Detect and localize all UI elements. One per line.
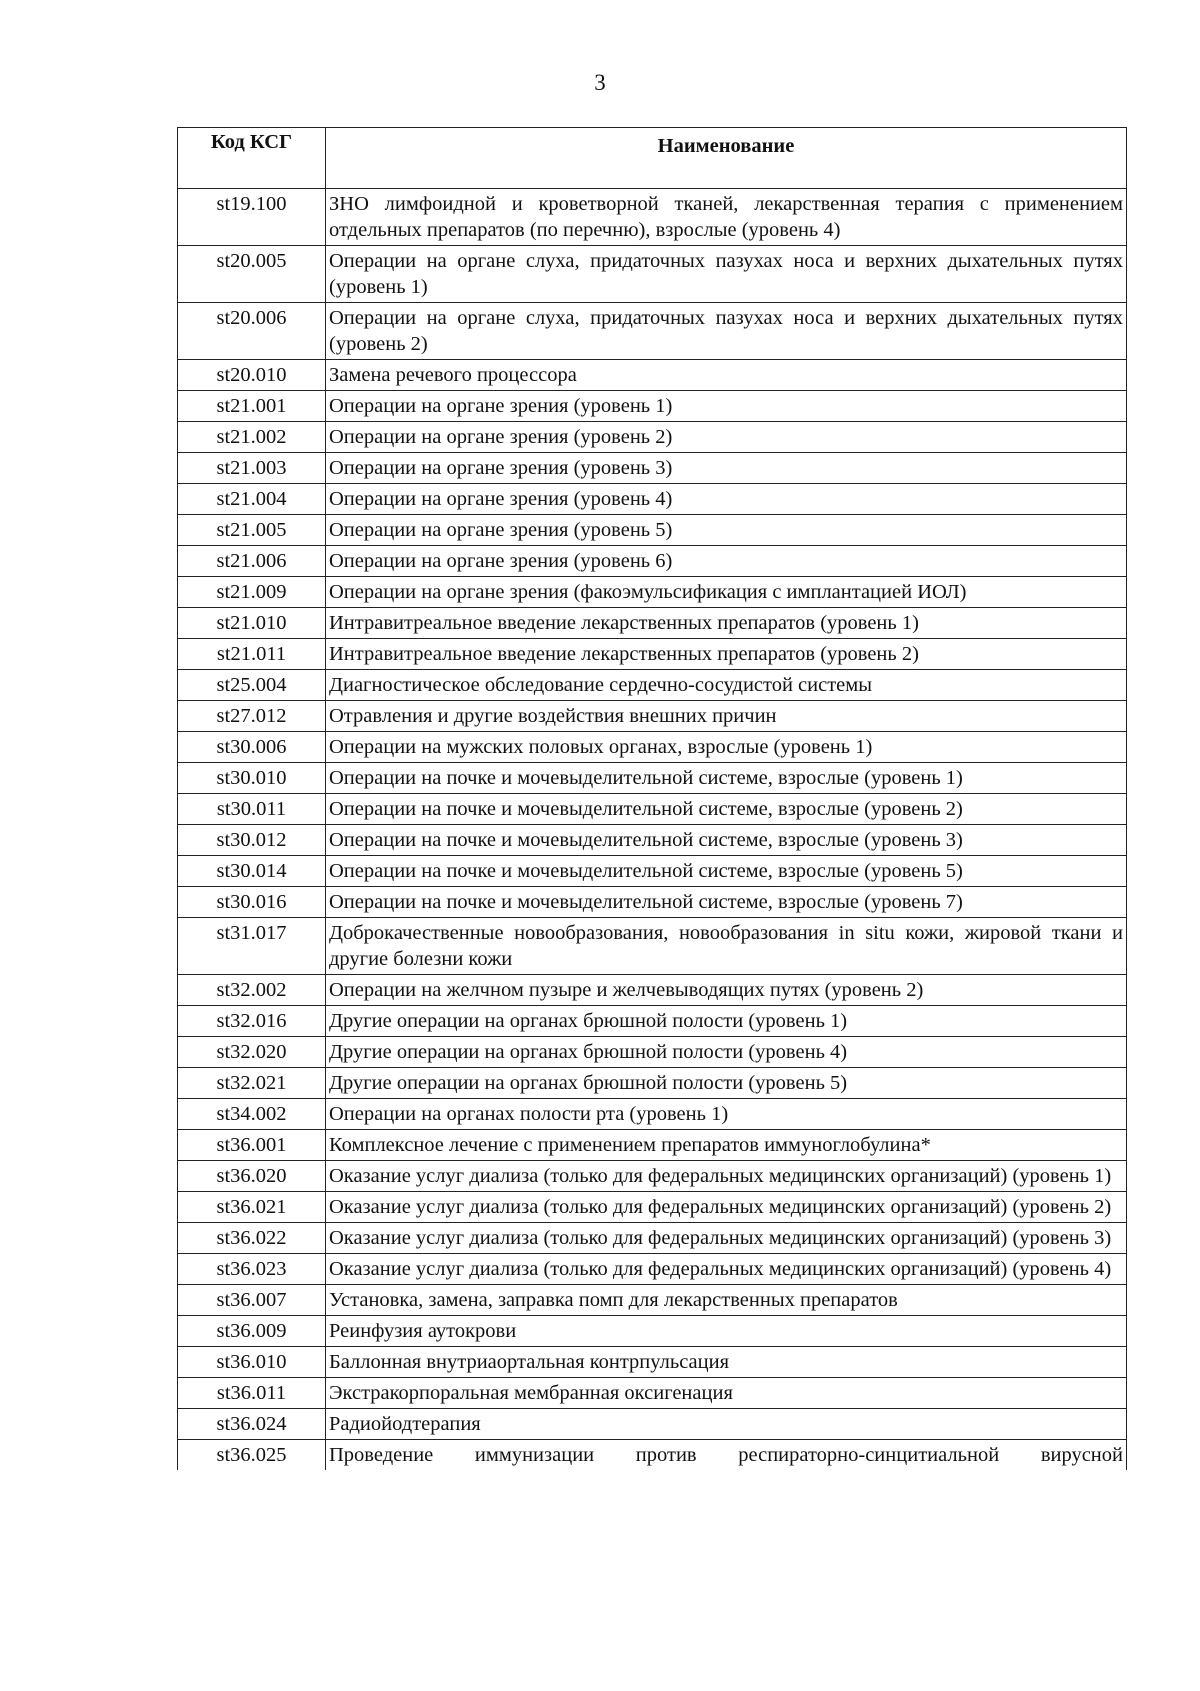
row-code: st30.014	[178, 856, 326, 887]
table-row	[178, 303, 1127, 360]
row-name: Операции на органе зрения (уровень 1)	[326, 391, 1127, 422]
table-row	[178, 918, 1127, 975]
row-name: Операции на почке и мочевыделительной системе, взрослые (уровень 2)	[326, 794, 1127, 825]
row-name: Интравитреальное введение лекарственных препаратов (уровень 2)	[326, 639, 1127, 670]
table-row	[178, 546, 1127, 577]
table-row	[178, 856, 1127, 887]
row-name: Операции на мужских половых органах, взрослые (уровень 1)	[326, 732, 1127, 763]
row-code: st36.021	[178, 1192, 326, 1223]
row-name: Экстракорпоральная мембранная оксигенация	[326, 1378, 1127, 1409]
row-name: Радиойодтерапия	[326, 1409, 1127, 1440]
row-code: st21.004	[178, 484, 326, 515]
table-row	[178, 825, 1127, 856]
table-row	[178, 763, 1127, 794]
table-row	[178, 732, 1127, 763]
row-code: st36.024	[178, 1409, 326, 1440]
row-code: st32.020	[178, 1037, 326, 1068]
table-header-row	[178, 128, 1127, 189]
row-code: st21.011	[178, 639, 326, 670]
row-code: st21.003	[178, 453, 326, 484]
row-code: st30.006	[178, 732, 326, 763]
row-name: Операции на почке и мочевыделительной системе, взрослые (уровень 1)	[326, 763, 1127, 794]
table-row	[178, 422, 1127, 453]
row-name: Другие операции на органах брюшной полости (уровень 5)	[326, 1068, 1127, 1099]
row-code: st36.023	[178, 1254, 326, 1285]
row-code: st32.016	[178, 1006, 326, 1037]
table-row	[178, 246, 1127, 303]
ksg-table	[177, 127, 1127, 1470]
row-code: st20.005	[178, 246, 326, 303]
row-name: Операции на органе зрения (уровень 2)	[326, 422, 1127, 453]
row-code: st36.007	[178, 1285, 326, 1316]
row-code: st32.021	[178, 1068, 326, 1099]
row-code: st21.005	[178, 515, 326, 546]
table-row	[178, 975, 1127, 1006]
table-row	[178, 701, 1127, 732]
row-name: Операции на органе зрения (факоэмульсификация с имплантацией ИОЛ)	[326, 577, 1127, 608]
row-name: Другие операции на органах брюшной полости (уровень 4)	[326, 1037, 1127, 1068]
row-name: Проведение иммунизации против респираторно-синцитиальной вирусной	[326, 1440, 1127, 1471]
row-code: st36.020	[178, 1161, 326, 1192]
row-code: st36.022	[178, 1223, 326, 1254]
table-row	[178, 1254, 1127, 1285]
row-name: Другие операции на органах брюшной полости (уровень 1)	[326, 1006, 1127, 1037]
row-name: Диагностическое обследование сердечно-сосудистой системы	[326, 670, 1127, 701]
table-row	[178, 794, 1127, 825]
table-row	[178, 887, 1127, 918]
row-name: Интравитреальное введение лекарственных препаратов (уровень 1)	[326, 608, 1127, 639]
table-row	[178, 1440, 1127, 1471]
row-code: st25.004	[178, 670, 326, 701]
row-code: st20.006	[178, 303, 326, 360]
table-row	[178, 1006, 1127, 1037]
row-name: Оказание услуг диализа (только для федеральных медицинских организаций) (уровень 1)	[326, 1161, 1127, 1192]
row-name: Операции на органе зрения (уровень 4)	[326, 484, 1127, 515]
table-row	[178, 515, 1127, 546]
table-row	[178, 1347, 1127, 1378]
row-code: st30.010	[178, 763, 326, 794]
header-name: Наименование	[326, 128, 1127, 189]
row-name: Оказание услуг диализа (только для федеральных медицинских организаций) (уровень 4)	[326, 1254, 1127, 1285]
row-code: st34.002	[178, 1099, 326, 1130]
row-code: st32.002	[178, 975, 326, 1006]
table-row	[178, 484, 1127, 515]
row-code: st19.100	[178, 189, 326, 246]
row-code: st31.017	[178, 918, 326, 975]
row-code: st21.009	[178, 577, 326, 608]
row-name: Баллонная внутриаортальная контрпульсация	[326, 1347, 1127, 1378]
table-row	[178, 391, 1127, 422]
table-row	[178, 360, 1127, 391]
table-row	[178, 608, 1127, 639]
row-code: st30.011	[178, 794, 326, 825]
table-row	[178, 1223, 1127, 1254]
table-row	[178, 453, 1127, 484]
row-name: Операции на почке и мочевыделительной системе, взрослые (уровень 7)	[326, 887, 1127, 918]
table-row	[178, 639, 1127, 670]
row-name: Оказание услуг диализа (только для федеральных медицинских организаций) (уровень 3)	[326, 1223, 1127, 1254]
row-name: Операции на органе зрения (уровень 5)	[326, 515, 1127, 546]
row-code: st30.012	[178, 825, 326, 856]
row-code: st36.001	[178, 1130, 326, 1161]
table-row	[178, 1316, 1127, 1347]
row-code: st21.006	[178, 546, 326, 577]
table-row	[178, 1068, 1127, 1099]
table-row	[178, 670, 1127, 701]
row-code: st21.001	[178, 391, 326, 422]
row-name: Замена речевого процессора	[326, 360, 1127, 391]
header-code: Код КСГ	[178, 128, 326, 189]
table-row	[178, 1409, 1127, 1440]
row-name: Доброкачественные новообразования, новообразования in situ кожи, жировой ткани и другие болезни кожи	[326, 918, 1127, 975]
row-code: st21.010	[178, 608, 326, 639]
row-name: Операции на органе зрения (уровень 6)	[326, 546, 1127, 577]
row-name: Операции на органе слуха, придаточных пазухах носа и верхних дыхательных путях (уровень 1)	[326, 246, 1127, 303]
row-code: st20.010	[178, 360, 326, 391]
page-number: 3	[594, 70, 606, 95]
table-row	[178, 1037, 1127, 1068]
row-name: Отравления и другие воздействия внешних причин	[326, 701, 1127, 732]
table-row	[178, 1285, 1127, 1316]
row-name: Установка, замена, заправка помп для лекарственных препаратов	[326, 1285, 1127, 1316]
row-name: Реинфузия аутокрови	[326, 1316, 1127, 1347]
row-name: Комплексное лечение с применением препаратов иммуноглобулина*	[326, 1130, 1127, 1161]
row-name: Операции на органах полости рта (уровень 1)	[326, 1099, 1127, 1130]
row-name: ЗНО лимфоидной и кроветворной тканей, лекарственная терапия с применением отдельных препаратов (по перечню), взрослые (уровень 4)	[326, 189, 1127, 246]
row-name: Операции на органе зрения (уровень 3)	[326, 453, 1127, 484]
row-code: st36.009	[178, 1316, 326, 1347]
table-body	[178, 189, 1127, 1471]
row-code: st21.002	[178, 422, 326, 453]
row-code: st27.012	[178, 701, 326, 732]
row-code: st30.016	[178, 887, 326, 918]
row-name: Операции на органе слуха, придаточных пазухах носа и верхних дыхательных путях (уровень 2)	[326, 303, 1127, 360]
row-name: Операции на почке и мочевыделительной системе, взрослые (уровень 5)	[326, 856, 1127, 887]
row-name: Операции на почке и мочевыделительной системе, взрослые (уровень 3)	[326, 825, 1127, 856]
row-code: st36.011	[178, 1378, 326, 1409]
table-row	[178, 1099, 1127, 1130]
table-row	[178, 1192, 1127, 1223]
row-name: Оказание услуг диализа (только для федеральных медицинских организаций) (уровень 2)	[326, 1192, 1127, 1223]
row-name: Операции на желчном пузыре и желчевыводящих путях (уровень 2)	[326, 975, 1127, 1006]
table-row	[178, 1378, 1127, 1409]
row-code: st36.010	[178, 1347, 326, 1378]
table-row	[178, 1161, 1127, 1192]
table-row	[178, 1130, 1127, 1161]
table-row	[178, 189, 1127, 246]
table-row	[178, 577, 1127, 608]
row-code: st36.025	[178, 1440, 326, 1471]
